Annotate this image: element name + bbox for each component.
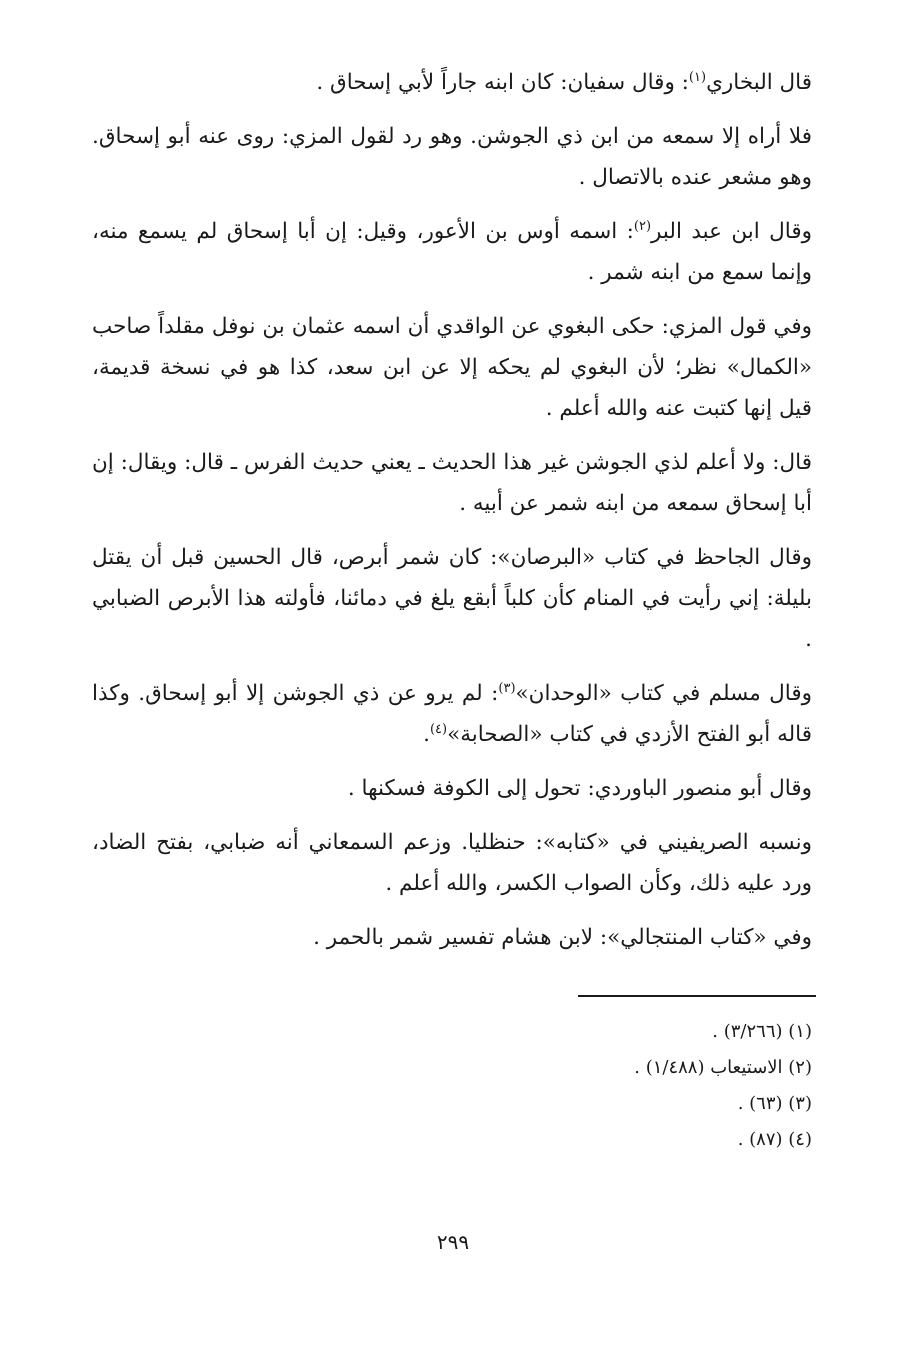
footnote-1: (١) (٣/٢٦٦) .	[712, 1021, 812, 1042]
paragraph-text: وقال ابن عبد البر	[651, 219, 813, 244]
paragraph-text: وفي قول المزي: حكى البغوي عن الواقدي أن اسمه عثمان بن نوفل مقلداً صاحب «الكمال» نظر؛ لأن البغوي لم يحكه إلا عن ابن سعد، كذا هو في نسخة قديمة، قيل إنها كتبت عنه والله أعلم .	[92, 314, 812, 421]
paragraph-text: وقال أبو منصور الباوردي: تحول إلى الكوفة فسكنها .	[347, 776, 812, 801]
paragraph-9	[92, 822, 812, 904]
paragraph-7	[92, 673, 812, 755]
paragraph-text: : اسمه أوس بن الأعور، وقيل: إن أبا إسحاق لم يسمع منه، وإنما سمع من ابنه شمر .	[92, 219, 812, 285]
footnote-2: (٢) الاستيعاب (١/٤٨٨) .	[634, 1057, 812, 1078]
paragraph-6	[92, 537, 812, 660]
paragraph-text: وقال مسلم في كتاب «الوحدان»	[515, 681, 812, 706]
paragraph-1	[92, 62, 812, 103]
footnote-ref[interactable]: (٤)	[429, 721, 448, 737]
paragraph-text: قال: ولا أعلم لذي الجوشن غير هذا الحديث ـ يعني حديث الفرس ـ قال: ويقال: إن أبا إسحاق سمعه من ابنه شمر عن أبيه .	[92, 450, 812, 516]
paragraph-2	[92, 116, 812, 198]
paragraph-text: وفي «كتاب المنتجالي»: لابن هشام تفسير شمر بالحمر .	[313, 925, 812, 950]
paragraph-3	[92, 211, 812, 293]
footnote-ref[interactable]: (١)	[688, 69, 707, 85]
paragraph-4	[92, 306, 812, 429]
paragraph-text: فلا أراه إلا سمعه من ابن ذي الجوشن. وهو رد لقول المزي: روى عنه أبو إسحاق. وهو مشعر عنده بالاتصال .	[92, 124, 812, 190]
main-text	[92, 62, 812, 971]
footnote-3: (٣) (٦٣) .	[737, 1093, 812, 1114]
paragraph-text: : وقال سفيان: كان ابنه جاراً لأبي إسحاق .	[316, 70, 689, 95]
paragraph-text: .	[423, 722, 430, 747]
footnote-ref[interactable]: (٣)	[498, 680, 516, 696]
paragraph-5	[92, 442, 812, 524]
footnote-4: (٤) (٨٧) .	[737, 1129, 812, 1150]
page-number: ٢٩٩	[436, 1230, 470, 1254]
paragraph-text: : لم يرو عن ذي الجوشن إلا أبو إسحاق. وكذا قاله أبو الفتح الأزدي في كتاب «الصحابة»	[92, 681, 812, 747]
footnote-divider	[578, 995, 816, 997]
paragraph-text: قال البخاري	[706, 70, 812, 95]
paragraph-text: وقال الجاحظ في كتاب «البرصان»: كان شمر أبرص، قال الحسين قبل أن يقتل بليلة: إني رأيت في المنام كأن كلباً أبقع يلغ في دمائنا، فأولته هذا الأبرص الضبابي .	[92, 545, 812, 652]
paragraph-8	[92, 768, 812, 809]
footnotes	[92, 1014, 812, 1158]
footnote-ref[interactable]: (٢)	[633, 218, 652, 234]
paragraph-10	[92, 917, 812, 958]
paragraph-text: ونسبه الصريفيني في «كتابه»: حنظليا. وزعم السمعاني أنه ضبابي، بفتح الضاد، ورد عليه ذلك، وكأن الصواب الكسر، والله أعلم .	[92, 830, 812, 896]
